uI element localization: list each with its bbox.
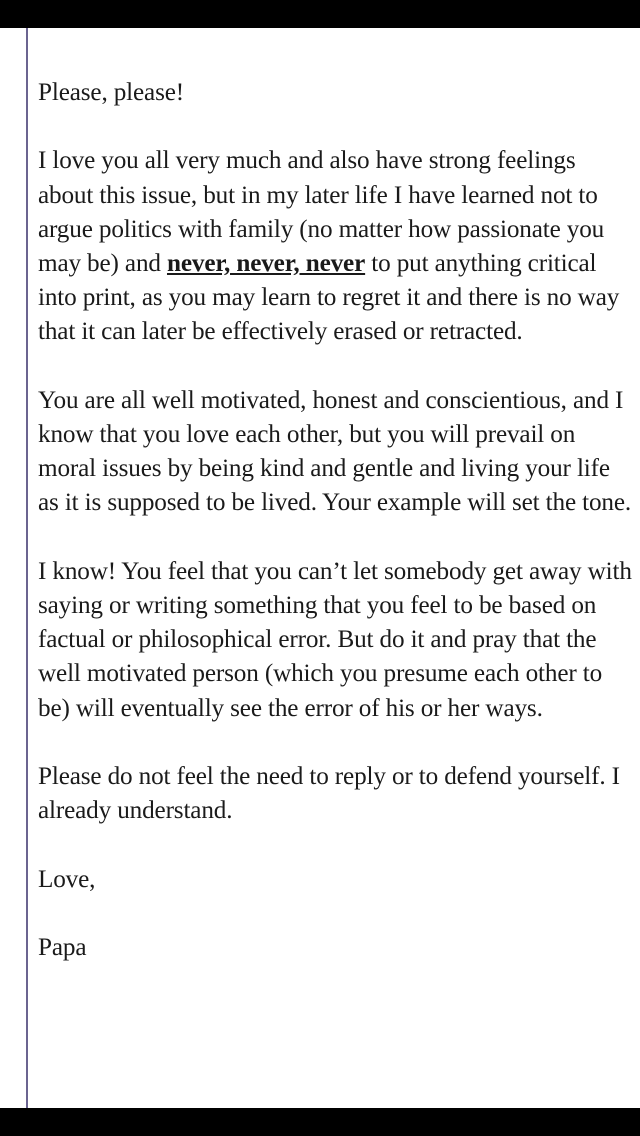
paragraph-1-text-end: to put anything critical into print, as you may learn to regret it and there is no way that it can later be effectively erased or retracted. bbox=[38, 250, 620, 346]
paragraph-4: Please do not feel the need to reply or to defend yourself. I already understand. bbox=[38, 763, 620, 825]
signature: Papa bbox=[38, 933, 87, 961]
bottom-black-bar bbox=[0, 1108, 640, 1136]
paragraph-1 bbox=[38, 144, 634, 349]
paragraph-1-text-start: I love you all very much and also have strong feelings about this issue, but in my later life I have learned not to argue politics with family (no matter how passionate you may be) and bbox=[38, 147, 605, 277]
margin-line bbox=[26, 28, 28, 1108]
letter-page bbox=[0, 28, 640, 1108]
paragraph-3: I know! You feel that you can’t let somebody get away with saying or writing something that you feel to be based on factual or philosophical error. But do it and pray that the well motivated person (which you presume each other to be) will eventually see the error of his or her ways. bbox=[38, 557, 632, 722]
top-black-bar bbox=[0, 0, 640, 28]
letter-body bbox=[38, 76, 634, 999]
greeting: Please, please! bbox=[38, 79, 185, 106]
paragraph-1-emphasis: never, never, never bbox=[166, 250, 366, 277]
paragraph-2: You are all well motivated, honest and conscientious, and I know that you love each other, but you will prevail on moral issues by being kind and gentle and living your life as it is supposed to be lived. Your example will set the tone. bbox=[38, 386, 632, 517]
closing: Love, bbox=[38, 865, 96, 893]
